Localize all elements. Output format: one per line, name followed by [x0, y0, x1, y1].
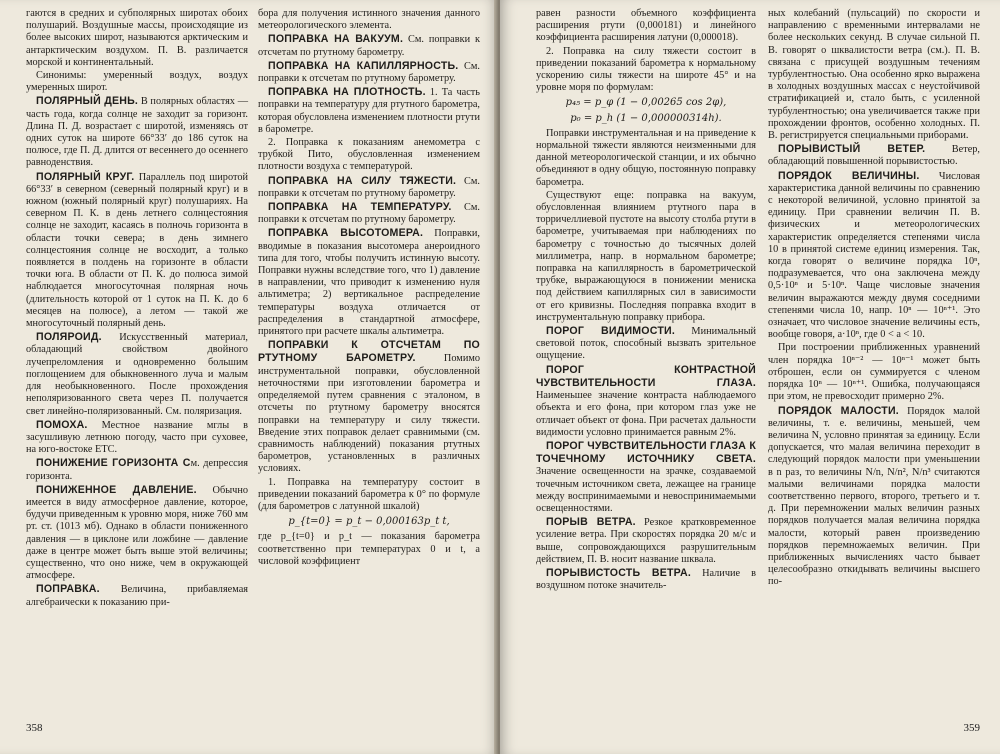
text-paragraph: равен разности объемного коэффициента расширения ртути (0,000181) и линейного коэффициента расширения латуни (0,000018).: [536, 8, 756, 44]
entry-headword: ПОРОГ ЧУВСТВИТЕЛЬНОСТИ ГЛАЗА К ТОЧЕЧНОМУ ИСТОЧНИКУ СВЕТА.: [536, 439, 756, 466]
right-column-2: [768, 8, 980, 590]
entry-density-correction: ПОПРАВКА НА ПЛОТНОСТЬ. 1. Та часть поправки на температуру для ртутного барометра, которая обусловлена изменением плотности ртути в барометре.: [258, 86, 480, 135]
entry-capillarity-correction: ПОПРАВКА НА КАПИЛЛЯРНОСТЬ. См. поправки к отсчетам по ртутному барометру.: [258, 59, 480, 85]
text-paragraph: гаются в средних и субполярных широтах обоих полушарий. Воздушные массы, происходящие из более высоких широт, называются арктическим и антарктическим воздухом. П. В. различается морской и континентальный.: [26, 8, 248, 68]
entry-gusty-wind: ПОРЫВИСТЫЙ ВЕТЕР. Ветер, обладающий повышенной порывистостью.: [768, 143, 981, 168]
left-page: [0, 0, 498, 754]
entry-point-source-threshold: ПОРОГ ЧУВСТВИТЕЛЬНОСТИ ГЛАЗА К ТОЧЕЧНОМУ ИСТОЧНИКУ СВЕТА. Значение освещенности на зрачке, создаваемой точечным источником света, лежащее на границе между воспринимаемыми и невоспринимаемыми освещенностями.: [536, 439, 756, 514]
entry-headword: ПОРОГ ВИДИМОСТИ.: [546, 325, 675, 338]
text-paragraph: 2. Поправка к показаниям анемометра с трубкой Пито, обусловленная изменением плотности воздуха с температурой.: [258, 137, 480, 173]
entry-headword: ПОПРАВКА НА ТЕМПЕРАТУРУ.: [268, 201, 452, 214]
right-column-1: [536, 8, 756, 593]
entry-polaroid: ПОЛЯРОИД. Искусственный материал, обладающий свойством двойного лучепреломления и одновременно большим поглощением для обыкновенного луча и малым для необыкновенного. После прохождения неполяризованного света через П. получается свет линейно-поляризованный. См. поляризация.: [26, 331, 248, 417]
entry-headword: ПОНИЖЕННОЕ ДАВЛЕНИЕ.: [36, 483, 197, 496]
entry-polar-day: ПОЛЯРНЫЙ ДЕНЬ. В полярных областях — часть года, когда солнце не заходит за горизонт. Длина П. Д. возрастает с широтой, изменяясь от одних суток на широте 66°33′ до 186 суток на полюсе, где П. Д. длится от весеннего до осеннего равноденствия.: [26, 95, 248, 169]
text-paragraph: При построении приближенных уравнений член порядка 10ⁿ⁻² — 10ⁿ⁻¹ может быть отброшен, если он суммируется с членом порядка 10ⁿ — 10ⁿ⁺¹. Ошибка, получающаяся при этом, не превосходит примерно 2%.: [768, 342, 980, 403]
text-paragraph: 2. Поправка на силу тяжести состоит в приведении показаний барометра к нормальному ускорению силы тяжести на широте 45° и на уровне моря по формулам:: [536, 45, 756, 94]
entry-pomokha: ПОМОХА. Местное название мглы в засушливую летнюю погоду, часто при суховее, на юго-востоке ЕТС.: [26, 418, 248, 456]
formula: p₀ = p_h (1 − 0,000000314h).: [570, 112, 722, 124]
entry-gravity-correction: ПОПРАВКА НА СИЛУ ТЯЖЕСТИ. См. поправки к отсчетам по ртутному барометру.: [258, 174, 480, 199]
entry-horizon-depression: ПОНИЖЕНИЕ ГОРИЗОНТА См. депрессия горизонта.: [26, 457, 248, 482]
entry-temperature-correction: ПОПРАВКА НА ТЕМПЕРАТУРУ. См. поправки к отсчетам по ртутному барометру.: [258, 201, 480, 226]
entry-headword: ПОНИЖЕНИЕ ГОРИЗОНТА С: [36, 457, 191, 470]
entry-headword: ПОРЯДОК МАЛОСТИ.: [778, 404, 899, 417]
text-paragraph: Поправки инструментальная и на приведение к нормальной тяжести являются неизменными для данной метеорологической станции, и их обычно объединяют в одну общую, постоянную поправку барометра.: [536, 127, 756, 188]
entry-contrast-threshold: ПОРОГ КОНТРАСТНОЙ ЧУВСТВИТЕЛЬНОСТИ ГЛАЗА. Наименьшее значение контраста наблюдаемого объекта и его фона, при котором глаз уже не отличает объект от фона. При расчетах дальности видимости условно принимается равным 2%.: [536, 363, 756, 438]
entry-headword: ПОПРАВКА НА КАПИЛЛЯРНОСТЬ.: [268, 59, 459, 72]
text-paragraph: бора для получения истинного значения данного метеорологического элемента.: [258, 8, 480, 32]
entry-headword: ПОЛЯРОИД.: [36, 331, 102, 344]
entry-visibility-threshold: ПОРОГ ВИДИМОСТИ. Минимальный световой поток, способный вызвать зрительное ощущение.: [536, 325, 756, 362]
entry-headword: ПОПРАВКА НА ПЛОТНОСТЬ.: [268, 86, 426, 99]
entry-headword: ПОМОХА.: [36, 418, 88, 431]
entry-headword: ПОРЯДОК ВЕЛИЧИНЫ.: [778, 169, 920, 182]
entry-gustiness: ПОРЫВИСТОСТЬ ВЕТРА. Наличие в воздушном потоке значитель-: [536, 566, 756, 592]
page-number-left: 358: [26, 722, 43, 734]
entry-order-of-magnitude: ПОРЯДОК ВЕЛИЧИНЫ. Числовая характеристика данной величины по сравнению с некоторой величиной, условно принятой за единицу. При сравнении величин П. В. физических и метеорологических характеристик определяется степенями числа 10 в принятой системе единиц измерения. Так, когда говорят о величине порядка 10ⁿ, подразумевается, что она заключена между 0,5·10ⁿ и 5·10ⁿ. Чаще числовые значения величин выражаются между двумя соседними степенями числа 10, напр. 10ⁿ — 10ⁿ⁺¹. Это означает, что числовое значение величины есть, вообще говоря, a·10ⁿ, где 0 < a < 10.: [768, 169, 981, 341]
entry-headword: ПОПРАВКА.: [36, 583, 100, 596]
left-column-2: [258, 8, 480, 569]
entry-headword: ПОРЫВ ВЕТРА.: [546, 516, 636, 529]
entry-polar-circle: ПОЛЯРНЫЙ КРУГ. Параллель под широтой 66°33′ в северном (северный полярный круг) и в южном (южный полярный круг) полушариях. На северном П. К. в день летнего солнцестояния солнце не заходит, касаясь в полночь горизонта в области точки севера; в день зимнего солнцестояния солнце не восходит, а только появляется в полдень на горизонте в области точки юга. В области от П. К. до полюса зимой наблюдается многосуточная полярная ночь (длительность которой от 1 суток на П. К. до 6 месяцев на полюсе), а летом — такой же многосуточный полярный день.: [26, 170, 248, 330]
entry-vacuum-correction: ПОПРАВКА НА ВАКУУМ. См. поправки к отсчетам по ртутному барометру.: [258, 33, 480, 58]
entry-correction: ПОПРАВКА. Величина, прибавляемая алгебраически к показанию при-: [26, 583, 248, 608]
text-paragraph: 1. Поправка на температуру состоит в приведении показаний барометра к 0° по формуле (для барометров с латунной шкалой): [258, 476, 480, 512]
text-paragraph: где p_{t=0} и p_t — показания барометра соответственно при температурах 0 и t, а числовой коэффициент: [258, 531, 480, 567]
text-paragraph: ных колебаний (пульсаций) по скорости и направлению с временными интервалами не более нескольких секунд. В случае сильной П. В. говорят о шквалистости ветра (см.). П. В. связана с присущей воздушным течениям турбулентностью. Она особенно ярко выражена в холодных воздушных массах с неустойчивой стратификацией и, стало быть, с усиленной турбулентностью; она увеличивается также при прохождении фронтов, особенно холодных. П. В. регистрируется специальными приборами.: [768, 8, 980, 142]
entry-headword: ПОРЫВИСТОСТЬ ВЕТРА.: [546, 566, 692, 579]
formula: p₄₅ = p_φ (1 − 0,00265 cos 2φ),: [565, 97, 727, 109]
entry-low-pressure: ПОНИЖЕННОЕ ДАВЛЕНИЕ. Обычно имеется в виду атмосферное давление, которое, будучи приведенным к уровню моря, ниже 760 мм рт. ст. (1013 мб). Однако в области пониженного давления — в циклоне или ложбине — давление даже в центре может быть выше этой величины; существенно, что оно ниже, чем в окружающей атмосфере.: [26, 483, 248, 582]
entry-headword: ПОПРАВКА НА ВАКУУМ.: [268, 33, 404, 46]
entry-headword: ПОЛЯРНЫЙ КРУГ.: [36, 170, 135, 183]
entry-altimeter-correction: ПОПРАВКА ВЫСОТОМЕРА. Поправки, вводимые в показания высотомера анероидного типа для того, чтобы получить истинную высоту. Поправки нужны вследствие того, что 1) давление в направлении, что приводит к изменению нуля альтиметра; 2) вертикальное распределение температуры воздуха отличается от распределения в стандартной атмосфере, принятого при расчете шкалы альтиметра.: [258, 227, 480, 338]
left-column-1: [26, 8, 248, 610]
entry-headword: ПОПРАВКА ВЫСОТОМЕРА.: [268, 227, 424, 240]
entry-wind-gust: ПОРЫВ ВЕТРА. Резкое кратковременное усиление ветра. При скоростях порядка 20 м/с и выше, сопровождающихся разрушительным действием, П. В. носит название шквала.: [536, 516, 756, 565]
entry-order-of-smallness: ПОРЯДОК МАЛОСТИ. Порядок малой величины, т. е. величины, меньшей, чем величина N, условно принятая за единицу. Если допускается, что малая величина переходит в следующий порядок малости при уменьшении в n раз, то величины N/n, N/n², N/n³ считаются малыми величинами порядка малости соответственно первого, второго, третьего и т. д. При перемножении малых величин разных порядков получается малая величина порядка малости, который равен произведению порядков перемножаемых величин. При приближенных вычислениях часто бывает целесообразно откидывать величины высшего по-: [768, 404, 980, 588]
entry-headword: ПОРОГ КОНТРАСТНОЙ ЧУВСТВИТЕЛЬНОСТИ ГЛАЗА.: [536, 363, 756, 389]
page-number-right: 359: [963, 722, 980, 734]
right-page: [500, 0, 1000, 754]
formula: p_{t=0} = p_t − 0,000163p_t t,: [288, 516, 450, 528]
text-paragraph: Синонимы: умеренный воздух, воздух умеренных широт.: [26, 70, 248, 94]
entry-barometer-corrections: ПОПРАВКИ К ОТСЧЕТАМ ПО РТУТНОМУ БАРОМЕТРУ. Помимо инструментальной поправки, обусловленной неточностями при изготовлении барометра и определяемой путем сравнения с эталоном, в отсчеты по ртутному барометру вносятся поправки на температуру и силу тяжести. Введение этих поправок делает сравнимыми (см. сравнимость наблюдений) показания ртутных барометров, установленных в различных условиях.: [258, 339, 480, 475]
text-paragraph: Существуют еще: поправка на вакуум, обусловленная влиянием ртутного пара в торричеллиевой пустоте на высоту столба ртути в барометре, учитываемая при наблюдениях по барометру с точностью до тысячных долей миллиметра, напр. в нормальном барометре; поправка на капиллярность в барометрической трубке, выражающуюся в понижении мениска под действием капиллярных сил в зависимости от его кривизны. Последняя поправка входит в инструментальную поправку прибора.: [536, 189, 756, 323]
entry-headword: ПОЛЯРНЫЙ ДЕНЬ.: [36, 95, 139, 108]
entry-headword: ПОПРАВКА НА СИЛУ ТЯЖЕСТИ.: [268, 174, 457, 187]
entry-headword: ПОПРАВКИ К ОТСЧЕТАМ ПО РТУТНОМУ БАРОМЕТРУ.: [258, 339, 480, 365]
entry-headword: ПОРЫВИСТЫЙ ВЕТЕР.: [778, 143, 926, 156]
